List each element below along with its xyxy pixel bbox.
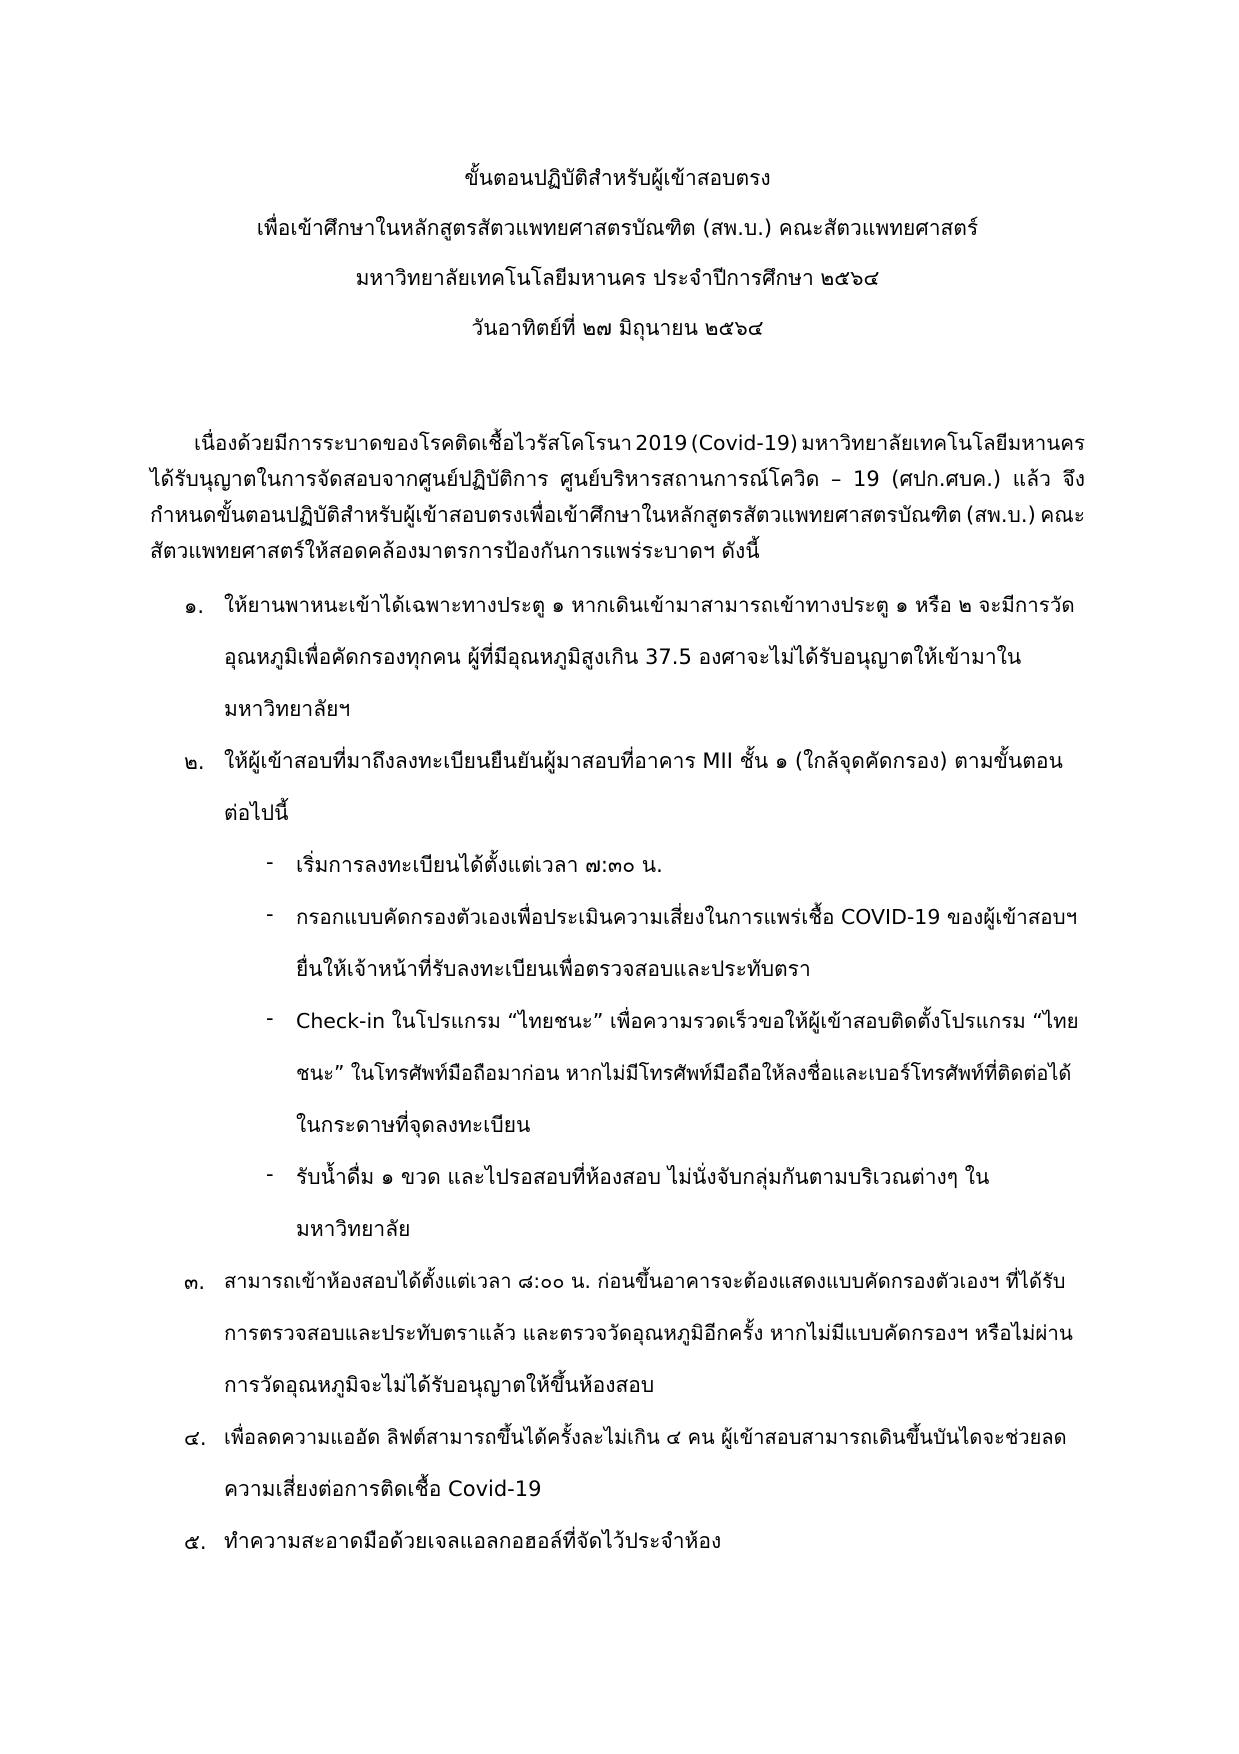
intro-paragraph (150, 425, 1085, 569)
item-line: ความเสี่ยงต่อการติดเชื้อ Covid-19 (224, 1477, 542, 1501)
sub-item-line: เริ่มการลงทะเบียนได้ตั้งแต่เวลา ๗:๓๐ น. (296, 853, 663, 877)
list-item (150, 746, 1085, 850)
sub-list-item (150, 1162, 1085, 1266)
list-item (150, 1266, 1085, 1422)
item-number: ๑. (184, 594, 205, 618)
item-line: เพื่อลดความแออัด ลิฟต์สามารถขึ้นได้ครั้งละไม่เกิน ๔ คน ผู้เข้าสอบสามารถเดินขึ้นบันไดจะช่วยลด (224, 1425, 1067, 1449)
bullet-dash: - (266, 850, 274, 874)
sub-item-line: ในกระดาษที่จุดลงทะเบียน (296, 1113, 531, 1137)
sub-list-item (150, 902, 1085, 1006)
item-line: การวัดอุณหภูมิจะไม่ได้รับอนุญาตให้ขึ้นห้องสอบ (224, 1373, 655, 1397)
item-number: ๔. (184, 1426, 207, 1450)
sub-item-line: Check-in ในโปรแกรม “ไทยชนะ” เพื่อความรวดเร็วขอให้ผู้เข้าสอบติดตั้งโปรแกรม “ไทย (296, 1009, 1079, 1033)
item-number: ๕. (184, 1530, 207, 1554)
list-item (150, 1526, 1085, 1578)
bullet-dash: - (266, 1162, 274, 1186)
item-line: ให้ยานพาหนะเข้าได้เฉพาะทางประตู ๑ หากเดินเข้ามาสามารถเข้าทางประตู ๑ หรือ ๒ จะมีการวัด (224, 593, 1075, 617)
intro-line: สัตวแพทยศาสตร์ให้สอดคล้องมาตรการป้องกันการแพร่ระบาดฯ ดังนี้ (150, 539, 760, 563)
procedure-list (150, 590, 1085, 1578)
sub-item-line: ชนะ” ในโทรศัพท์มือถือมาก่อน หากไม่มีโทรศัพท์มือถือให้ลงชื่อและเบอร์โทรศัพท์ที่ติดต่อได้ (296, 1061, 1072, 1085)
sub-list-item (150, 850, 1085, 902)
item-line: ให้ผู้เข้าสอบที่มาถึงลงทะเบียนยืนยันผู้มาสอบที่อาคาร MII ชั้น ๑ (ใกล้จุดคัดกรอง) ตามขั้นตอน (224, 749, 1063, 773)
item-line: การตรวจสอบและประทับตราแล้ว และตรวจวัดอุณหภูมิอีกครั้ง หากไม่มีแบบคัดกรองฯ หรือไม่ผ่าน (224, 1321, 1073, 1345)
item-line: สามารถเข้าห้องสอบได้ตั้งแต่เวลา ๘:๐๐ น. ก่อนขึ้นอาคารจะต้องแสดงแบบคัดกรองตัวเองฯ ที่ได้รับ (224, 1269, 1066, 1293)
item-line: มหาวิทยาลัยฯ (224, 697, 351, 721)
intro-line: กำหนดขั้นตอนปฏิบัติสำหรับผู้เข้าสอบตรงเพื่อเข้าศึกษาในหลักสูตรสัตวแพทยศาสตรบัณฑิต (สพ.บ.) คณะ (150, 503, 1085, 527)
sub-item-line: กรอกแบบคัดกรองตัวเองเพื่อประเมินความเสี่ยงในการแพร่เชื้อ COVID-19 ของผู้เข้าสอบฯ (296, 905, 1078, 929)
item-line: อุณหภูมิเพื่อคัดกรองทุกคน ผู้ที่มีอุณหภูมิสูงเกิน 37.5 องศาจะไม่ได้รับอนุญาตให้เข้ามาใน (224, 645, 1022, 669)
title-line: มหาวิทยาลัยเทคโนโลยีมหานคร ประจำปีการศึกษา ๒๕๖๔ (355, 266, 880, 290)
item-line: ต่อไปนี้ (224, 801, 289, 825)
item-number: ๓. (184, 1270, 206, 1294)
document-title (150, 163, 1085, 363)
title-line: เพื่อเข้าศึกษาในหลักสูตรสัตวแพทยศาสตรบัณฑิต (สพ.บ.) คณะสัตวแพทยศาสตร์ (256, 216, 979, 240)
item-number: ๒. (184, 750, 205, 774)
list-item (150, 590, 1085, 746)
title-line: วันอาทิตย์ที่ ๒๗ มิถุนายน ๒๕๖๔ (471, 316, 764, 340)
sub-item-line: มหาวิทยาลัย (296, 1217, 411, 1241)
title-line: ขั้นตอนปฏิบัติสำหรับผู้เข้าสอบตรง (464, 166, 771, 190)
bullet-dash: - (266, 1006, 274, 1030)
intro-line: เนื่องด้วยมีการระบาดของโรคติดเชื้อไวรัสโคโรนา 2019 (Covid-19) มหาวิทยาลัยเทคโนโลยีมหานคร (194, 431, 1085, 455)
item-line: ทำความสะอาดมือด้วยเจลแอลกอฮอล์ที่จัดไว้ประจำห้อง (224, 1529, 722, 1553)
sub-list-item (150, 1006, 1085, 1162)
list-item (150, 1422, 1085, 1526)
bullet-dash: - (266, 902, 274, 926)
sub-item-line: ยื่นให้เจ้าหน้าที่รับลงทะเบียนเพื่อตรวจสอบและประทับตรา (296, 957, 811, 981)
intro-line: ได้รับนุญาตในการจัดสอบจากศูนย์ปฏิบัติการ ศูนย์บริหารสถานการณ์โควิด – 19 (ศปก.ศบค.) แล้ว จึง (150, 467, 1085, 491)
sub-item-line: รับน้ำดื่ม ๑ ขวด และไปรอสอบที่ห้องสอบ ไม่นั่งจับกลุ่มกันตามบริเวณต่างๆ ใน (296, 1165, 990, 1189)
